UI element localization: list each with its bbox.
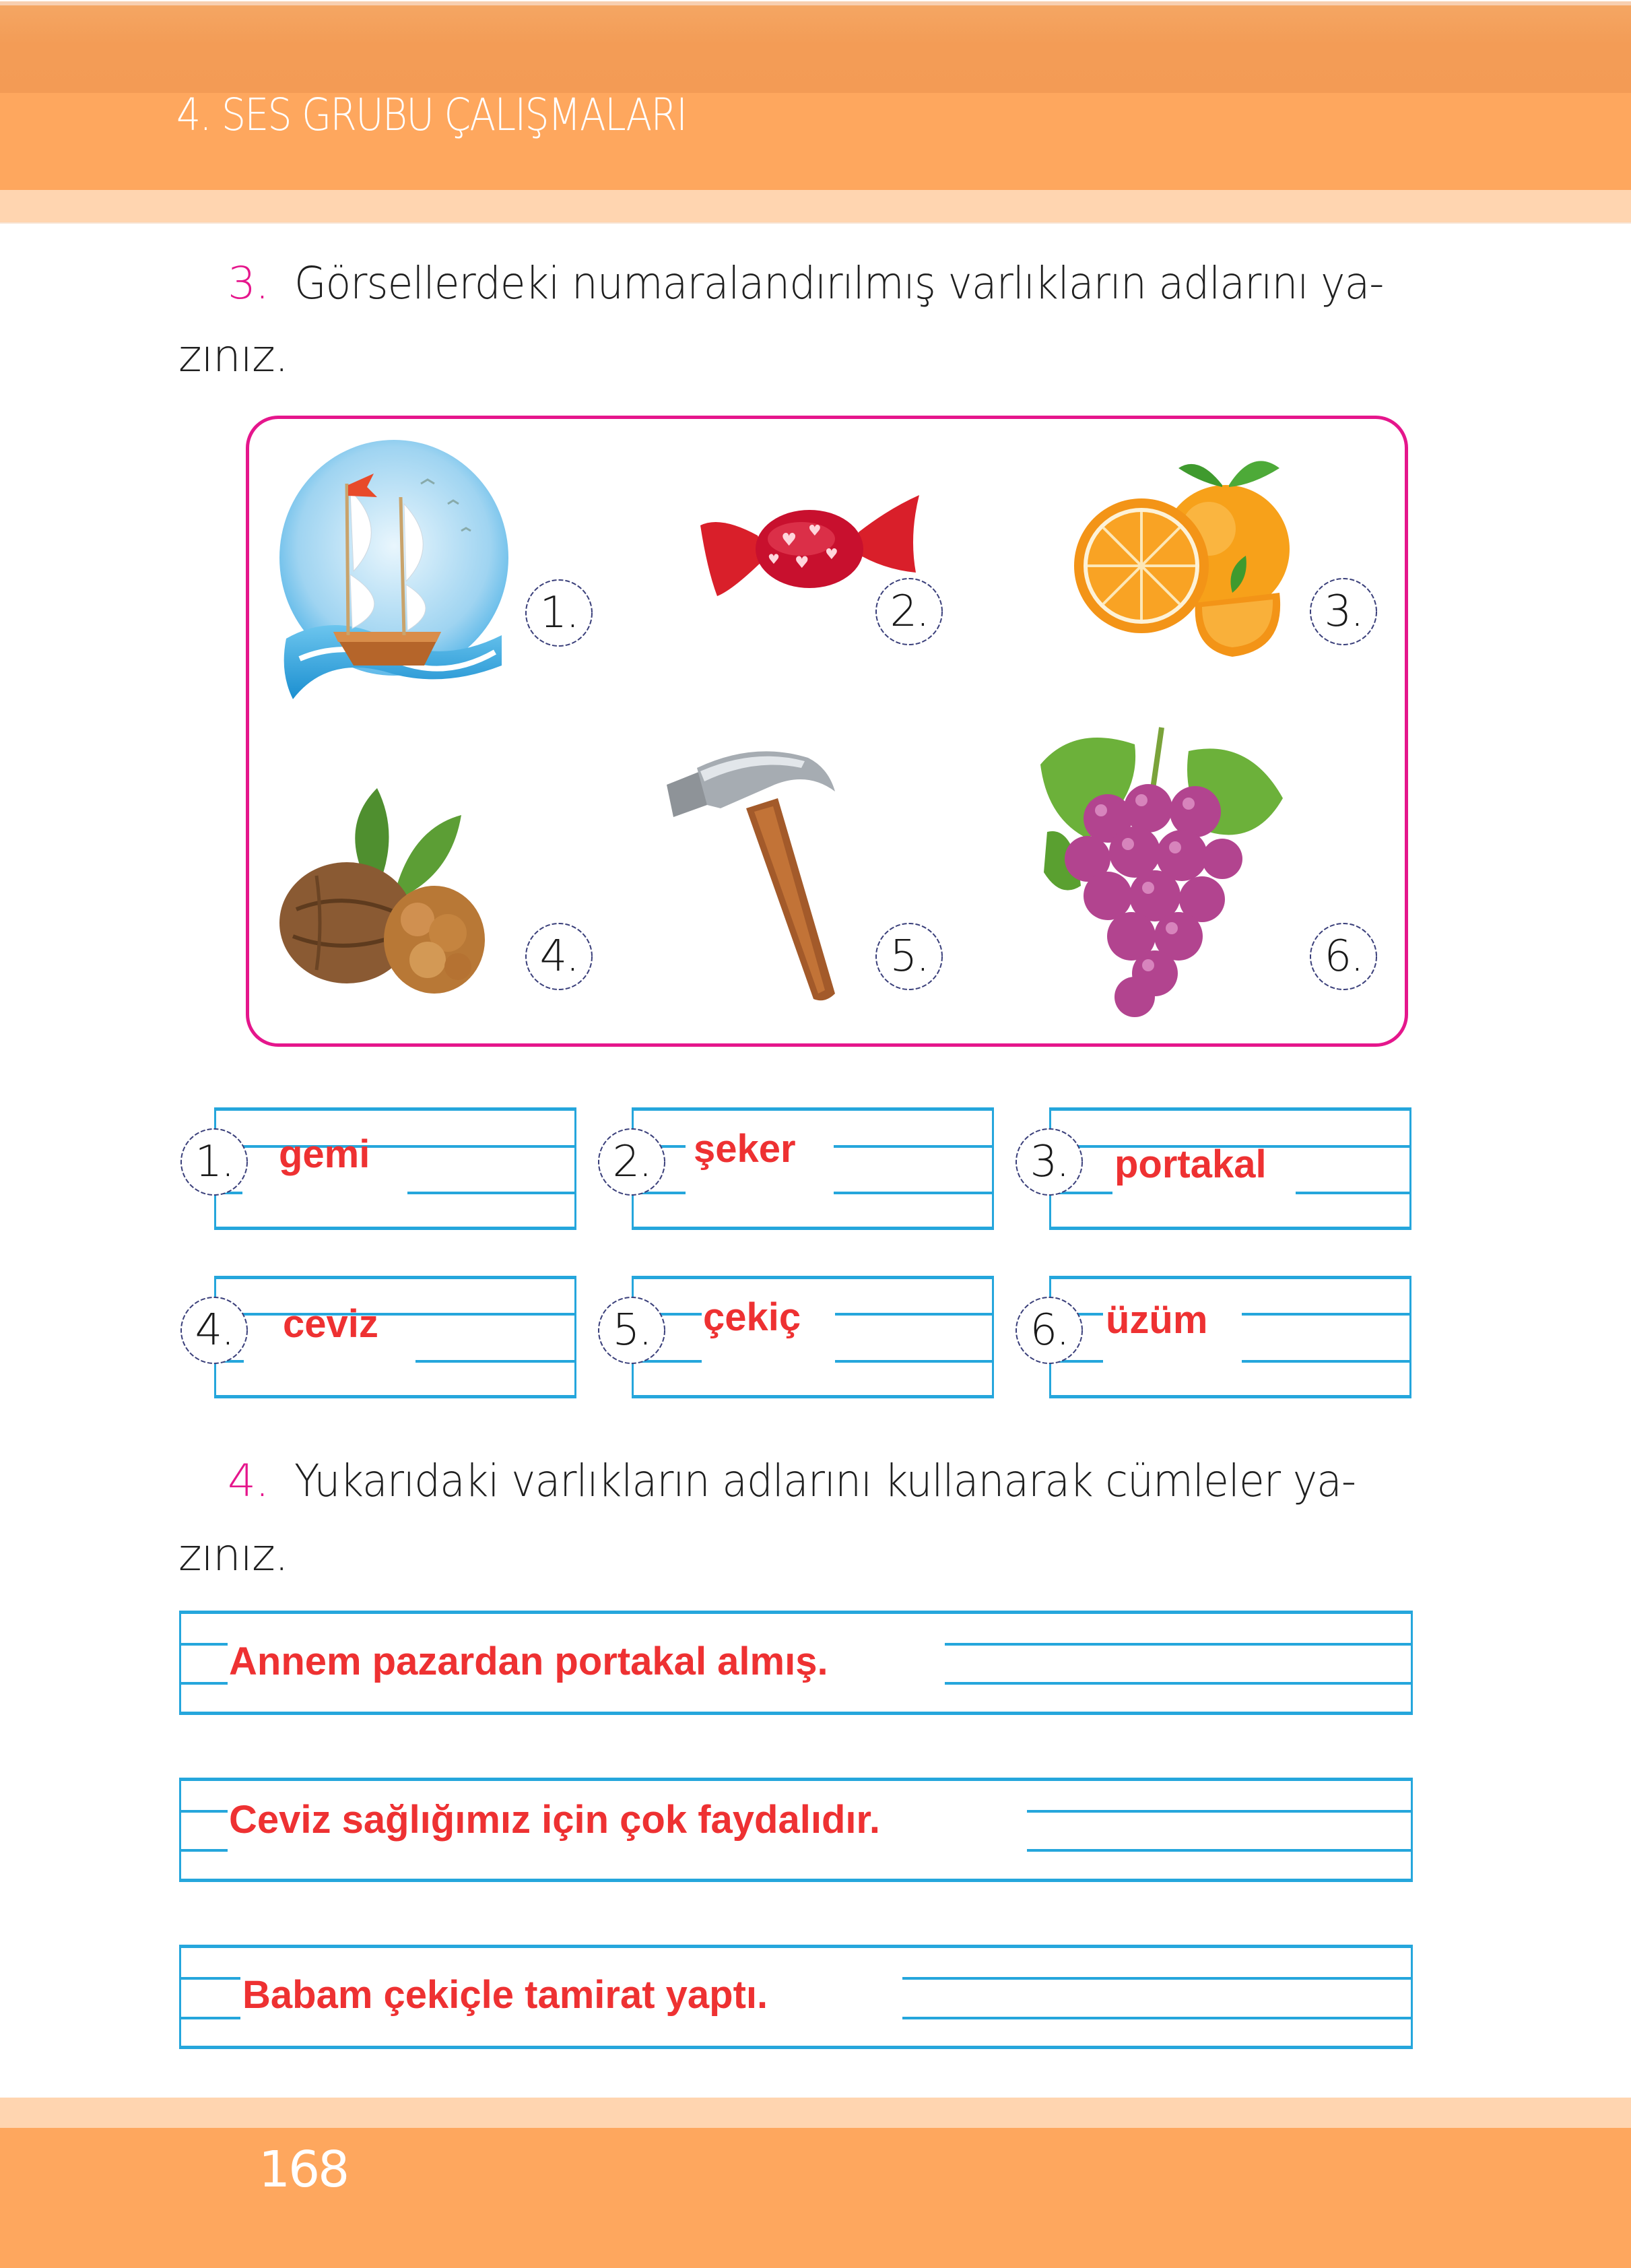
picture-number: 6. [1324,932,1363,981]
footer-band [0,2128,1631,2268]
answer-number: 3. [1030,1137,1069,1187]
svg-text:♥: ♥ [768,551,780,567]
question-number: 3. [228,257,269,309]
answer-badge-6 [1013,1295,1085,1366]
question-text: Görsellerdeki numaralandırılmış varlıkların adlarını ya- [294,257,1384,309]
answer-number: 5. [612,1305,651,1355]
svg-text:♥: ♥ [825,546,838,563]
question-text: Yukarıdaki varlıkların adlarını kullanarak cümleler ya- [294,1455,1356,1507]
writing-line [214,1145,576,1148]
grapes-illustration [1034,724,1286,1020]
picture-badge-1 [523,577,595,649]
answer-badge-4 [178,1295,250,1366]
question-4-line-1 [228,1455,1436,1507]
answer-text-5[interactable]: çekiç [703,1295,801,1339]
answer-badge-5 [596,1295,667,1366]
svg-text:♥: ♥ [808,523,822,540]
header-band-pale [0,190,1631,224]
sentence-text-3[interactable]: Babam çekiçle tamirat yaptı. [242,1973,768,2017]
answer-text-1[interactable]: gemi [279,1132,370,1176]
writing-line [214,1313,576,1316]
question-3-line-1 [228,257,1465,309]
picture-number: 3. [1324,587,1363,637]
answer-mask [242,1192,407,1196]
picture-badge-3 [1308,576,1379,647]
answer-number: 2. [612,1137,651,1187]
ship-illustration [273,436,515,703]
svg-text:♥: ♥ [795,553,809,572]
page-number: 168 [259,2141,348,2199]
answer-number: 4. [195,1305,234,1355]
picture-badge-6 [1308,921,1379,992]
answer-badge-2 [596,1126,667,1198]
question-3-line-2: zınız. [178,330,288,382]
picture-badge-5 [873,921,945,992]
answer-text-3[interactable]: portakal [1114,1142,1267,1186]
picture-number: 5. [890,932,929,981]
section-title: 4. SES GRUBU ÇALIŞMALARI [176,89,687,141]
answer-number: 6. [1030,1305,1069,1355]
question-4-line-2: zınız. [178,1529,288,1581]
hammer-illustration [660,744,842,1004]
answer-badge-3 [1013,1126,1085,1198]
picture-number: 4. [539,932,578,981]
answer-text-6[interactable]: üzüm [1106,1298,1208,1342]
question-number: 4. [228,1455,269,1507]
answer-number: 1. [195,1137,234,1187]
answer-text-2[interactable]: şeker [694,1127,796,1171]
oranges-illustration [1064,448,1296,674]
answer-text-4[interactable]: ceviz [283,1302,378,1346]
header-band-dark [0,5,1631,93]
sentence-text-2[interactable]: Ceviz sağlığımız için çok faydalıdır. [229,1798,880,1842]
answer-badge-1 [178,1126,250,1198]
footer-band-pale [0,2098,1631,2128]
picture-number: 2. [890,587,929,637]
svg-text:♥: ♥ [781,530,797,550]
walnut-illustration [276,788,492,997]
sentence-text-1[interactable]: Annem pazardan portakal almış. [229,1640,828,1683]
picture-badge-2 [873,576,945,647]
picture-badge-4 [523,921,595,992]
picture-number: 1. [539,588,578,638]
